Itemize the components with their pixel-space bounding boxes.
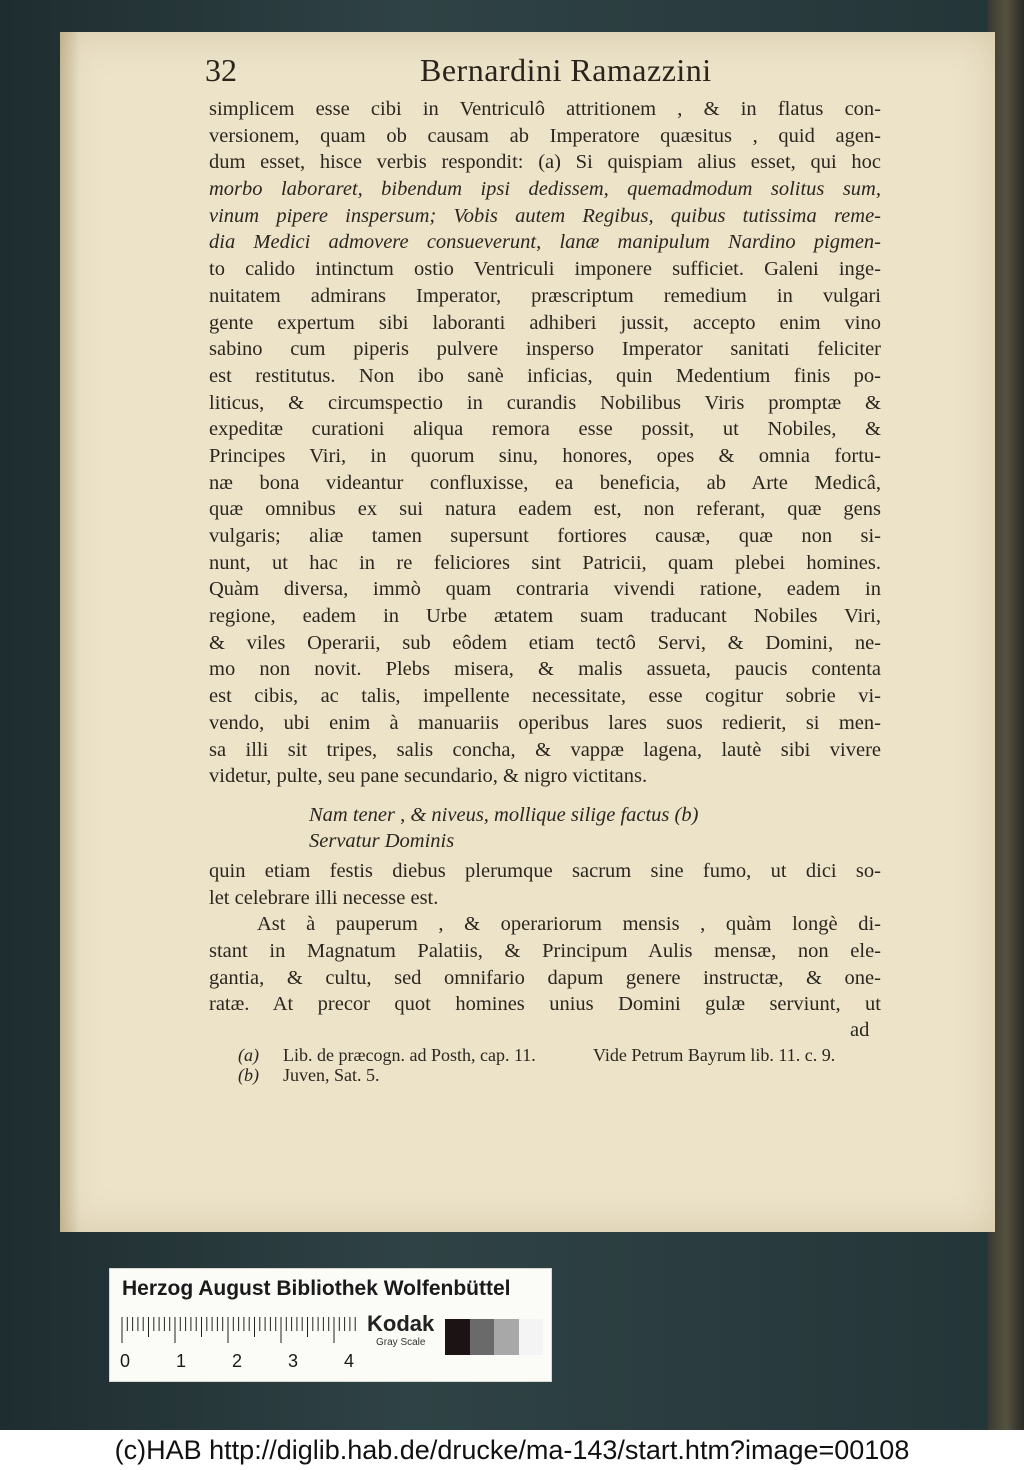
ruler-icon: [120, 1313, 360, 1345]
ruler-digit: 3: [288, 1351, 299, 1371]
text-line: quæ omnibus ex sui natura eadem est, non referant, quæ gens: [209, 498, 881, 521]
running-head: Bernardini Ramazzini: [420, 52, 712, 88]
gray-swatch: [494, 1319, 519, 1355]
text-line: quin etiam festis diebus plerumque sacrum sine fumo, ut dici so-: [209, 860, 881, 882]
text-line: gantia, & cultu, sed omnifario dapum genere instructæ, & one-: [209, 966, 881, 989]
text-line: nunt, ut hac in re feliciores sint Patricii, quam plebei homines.: [209, 551, 881, 574]
text-line: morbo laboraret, bibendum ipsi dedissem, quemadmodum solitus sum,: [209, 178, 881, 201]
grayscale-label: Gray Scale: [376, 1337, 426, 1348]
text-line: liticus, & circumspectio in curandis Nobilibus Viris promptæ &: [209, 391, 881, 414]
gray-swatch: [519, 1319, 544, 1355]
footnote-mark: (b): [238, 1065, 259, 1085]
copyright-url: (c)HAB http://diglib.hab.de/drucke/ma-143/start.htm?image=00108: [0, 1430, 1024, 1470]
text-line: gente expertum sibi laboranti adhiberi jussit, accepto enim vino: [209, 311, 881, 334]
text-line: videtur, pulte, seu pane secundario, & nigro victitans.: [209, 765, 648, 788]
text-line: sabino cum piperis pulvere insperso Imperator sanitati feliciter: [209, 338, 881, 361]
text-line: est restitutus. Non ibo sanè inficias, quin Medentium finis po-: [209, 364, 881, 387]
text-line: & viles Operarii, sub eôdem etiam tectô Servi, & Domini, ne-: [209, 631, 881, 654]
text-line: to calido intinctum ostio Ventriculi imponere sufficiet. Galeni inge-: [209, 258, 881, 281]
footnote-mark: (a): [238, 1045, 259, 1065]
text-line: ratæ. At precor quot homines unius Domini gulæ serviunt, ut: [209, 993, 881, 1016]
text-line: regione, eadem in Urbe ætatem suam traducant Nobiles Viri,: [209, 605, 881, 628]
ruler-digit: 1: [176, 1351, 187, 1371]
ruler-digit: 4: [344, 1351, 355, 1371]
page-number: 32: [205, 52, 237, 88]
verse-line: Nam tener , & niveus, mollique silige factus (b): [309, 804, 699, 826]
verse-line: Servatur Dominis: [309, 830, 455, 852]
library-color-card: [109, 1268, 552, 1382]
continued-text-block: [209, 858, 881, 1018]
text-line: næ bona videantur confluxisse, ea beneficia, ab Arte Medicâ,: [209, 471, 881, 494]
text-line: dia Medici admovere consueverunt, lanæ manipulum Nardino pigmen-: [209, 231, 881, 254]
footnote: [238, 1065, 888, 1085]
kodak-logo: Kodak: [367, 1311, 435, 1336]
text-line: simplicem esse cibi in Ventriculô attritionem , & in flatus con-: [209, 98, 881, 120]
ruler-digit: 2: [232, 1351, 243, 1371]
text-line: Quàm diversa, immò quam contraria vivendi ratione, eadem in: [209, 578, 881, 601]
library-name: Herzog August Bibliothek Wolfenbüttel: [122, 1277, 511, 1300]
grayscale-swatches: [445, 1319, 543, 1355]
main-text-block: [209, 96, 881, 790]
text-line: stant in Magnatum Palatiis, & Principum Aulis mensæ, non ele-: [209, 940, 881, 963]
gray-swatch: [445, 1319, 470, 1355]
text-line: versionem, quam ob causam ab Imperatore quæsitus , quid agen-: [209, 124, 881, 147]
text-line: sa illi sit tripes, salis concha, & vappæ lagena, lautè sibi vivere: [209, 738, 881, 761]
footnote-text: Lib. de præcogn. ad Posth, cap. 11.: [283, 1045, 536, 1065]
footnote-extra: Vide Petrum Bayrum lib. 11. c. 9.: [593, 1045, 836, 1065]
gray-swatch: [470, 1319, 495, 1355]
ruler-digits: [120, 1351, 360, 1373]
catchword: ad: [850, 1019, 870, 1041]
footnote: [238, 1045, 888, 1065]
verse-quotation: [309, 802, 829, 854]
text-line: dum esset, hisce verbis respondit: (a) Si quispiam alius esset, qui hoc: [209, 151, 881, 174]
text-line: mo non novit. Plebs misera, & malis assueta, paucis contenta: [209, 658, 881, 681]
text-line: expeditæ curationi aliqua remora esse possit, ut Nobiles, &: [209, 418, 881, 441]
text-line: nuitatem admirans Imperator, præscriptum remedium in vulgari: [209, 284, 881, 307]
text-line: vulgaris; aliæ tamen supersunt fortiores causæ, quæ non si-: [209, 525, 881, 547]
text-line: vinum pipere inspersum; Vobis autem Regibus, quibus tutissima reme-: [209, 204, 881, 227]
page-header: [205, 52, 725, 92]
footnote-text: Juven, Sat. 5.: [283, 1065, 380, 1085]
text-line: let celebrare illi necesse est.: [209, 886, 439, 909]
text-line: Principes Viri, in quorum sinu, honores, opes & omnia fortu-: [209, 444, 881, 467]
text-line: vendo, ubi enim à manuariis operibus lares suos redierit, si men-: [209, 711, 881, 734]
ruler-digit: 0: [120, 1351, 131, 1371]
text-line: est cibis, ac talis, impellente necessitate, esse cogitur sobrie vi-: [209, 685, 881, 708]
text-line: Ast à pauperum , & operariorum mensis , quàm longè di-: [257, 913, 881, 936]
gutter-shadow: [60, 32, 80, 1232]
footnotes: [238, 1045, 888, 1085]
